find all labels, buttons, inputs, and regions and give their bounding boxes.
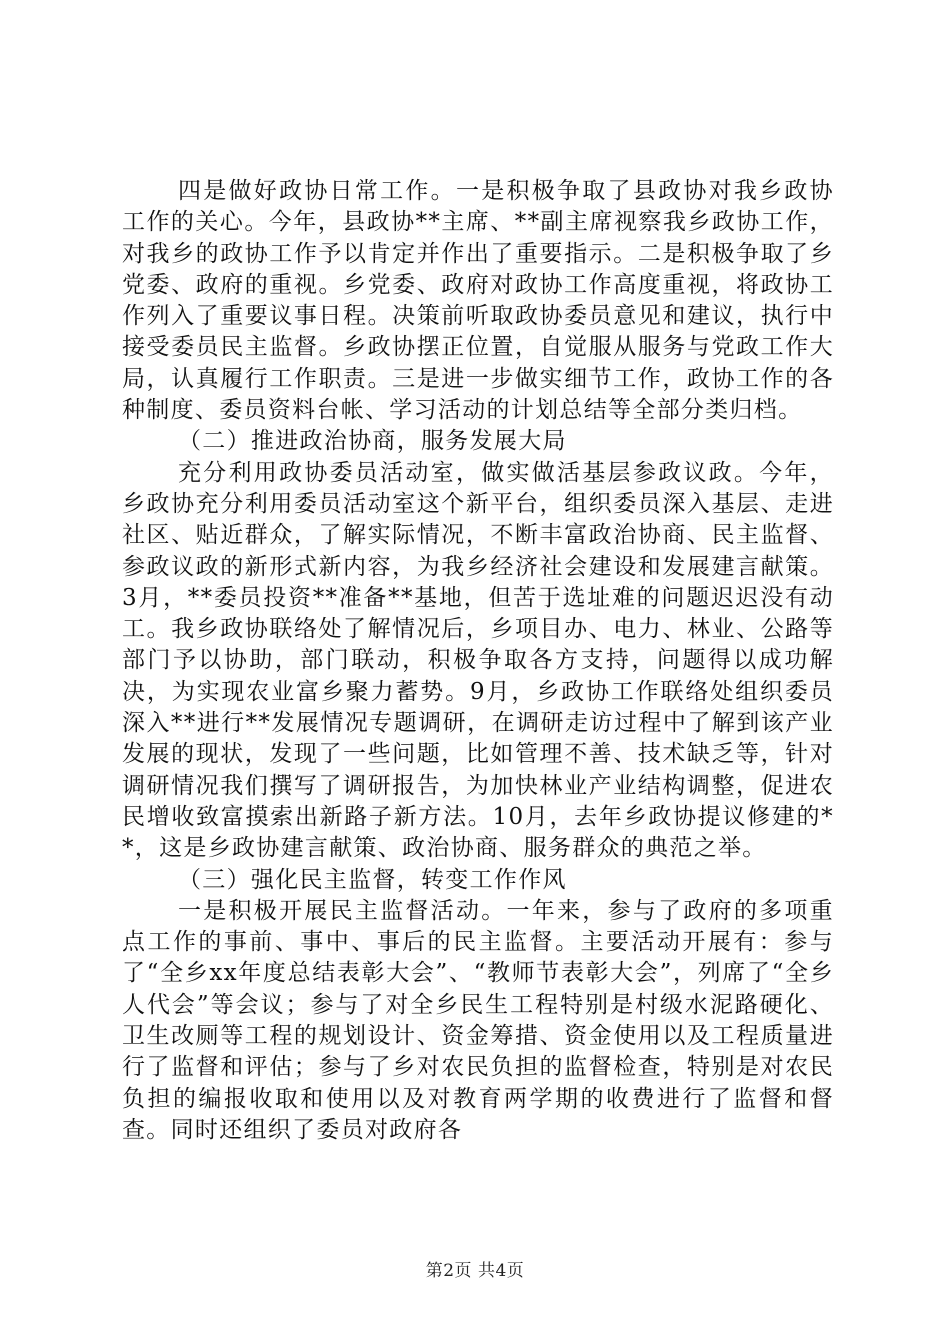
paragraph-daily-work: 四是做好政协日常工作。一是积极争取了县政协对我乡政协工作的关心。今年，县政协**主席、**副主席视察我乡政协工作，对我乡的政协工作予以肯定并作出了重要指示。二是积极争取了乡党委、政府的重视。乡党委、政府对政协工作高度重视，将政协工作列入了重要议事日程。决策前听取政协委员意见和建议，执行中接受委员民主监督。乡政协摆正位置，自觉服从服务与党政工作大局，认真履行工作职责。三是进一步做实细节工作，政协工作的各种制度、委员资料台帐、学习活动的计划总结等全部分类归档。 — [122, 178, 834, 424]
page-number-footer: 第2页 共4页 — [425, 1261, 525, 1281]
section-heading-democratic-supervision: （三）强化民主监督，转变工作作风 — [178, 866, 567, 893]
paragraph-democratic-supervision: 一是积极开展民主监督活动。一年来，参与了政府的多项重点工作的事前、事中、事后的民主监督。主要活动开展有：参与了“全乡xx年度总结表彰大会”、“教师节表彰大会”，列席了“全乡人代会”等会议；参与了对全乡民生工程特别是村级水泥路硬化、卫生改厕等工程的规划设计、资金筹措、资金使用以及工程质量进行了监督和评估；参与了乡对农民负担的监督检查，特别是对农民负担的编报收取和使用以及对教育两学期的收费进行了监督和督查。同时还组织了委员对政府各 — [122, 897, 834, 1143]
document-body — [122, 176, 834, 1146]
section-heading-political-consultation: （二）推进政治协商，服务发展大局 — [178, 428, 567, 455]
paragraph-political-consultation: 充分利用政协委员活动室，做实做活基层参政议政。今年，乡政协充分利用委员活动室这个新平台，组织委员深入基层、走进社区、贴近群众，了解实际情况，不断丰富政治协商、民主监督、参政议政的新形式新内容，为我乡经济社会建设和发展建言献策。3月，**委员投资**准备**基地，但苦于选址难的问题迟迟没有动工。我乡政协联络处了解情况后，乡项目办、电力、林业、公路等部门予以协助，部门联动，积极争取各方支持，问题得以成功解决，为实现农业富乡聚力蓄势。9月，乡政协工作联络处组织委员深入**进行**发展情况专题调研，在调研走访过程中了解到该产业发展的现状，发现了一些问题，比如管理不善、技术缺乏等，针对调研情况我们撰写了调研报告，为加快林业产业结构调整，促进农民增收致富摸索出新路子新方法。10月，去年乡政协提议修建的**，这是乡政协建言献策、政治协商、服务群众的典范之举。 — [122, 459, 834, 862]
